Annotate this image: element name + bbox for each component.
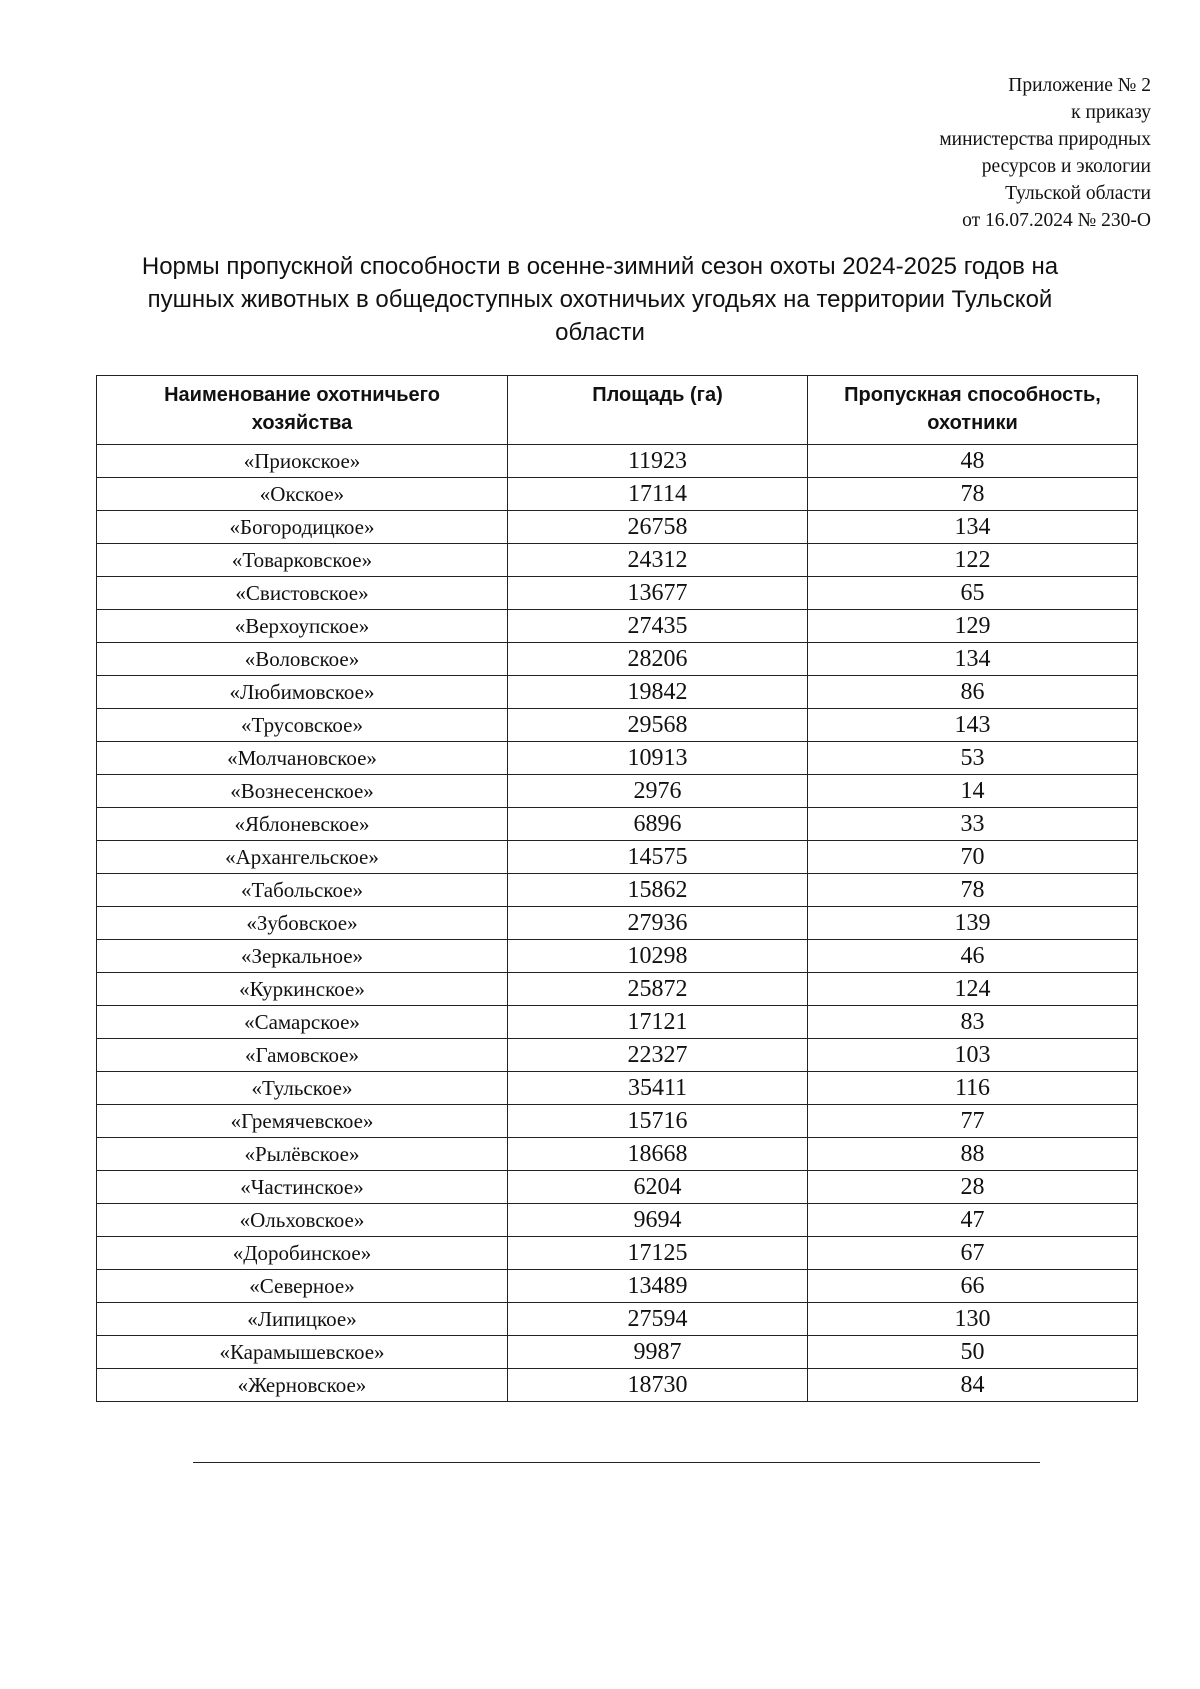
appendix-line: ресурсов и экологии (981, 156, 1151, 177)
cell-area: 28206 (508, 643, 808, 676)
table-row (97, 610, 1138, 643)
title-line: Нормы пропускной способности в осенне-зимний сезон охоты 2024-2025 годов на (141, 253, 1059, 280)
table-row (97, 940, 1138, 973)
table-row (97, 841, 1138, 874)
cell-area: 15862 (508, 874, 808, 907)
table-body (97, 445, 1138, 1402)
cell-name: «Рылёвское» (97, 1138, 508, 1171)
cell-name: «Северное» (97, 1270, 508, 1303)
cell-name: «Жерновское» (97, 1369, 508, 1402)
cell-name: «Липицкое» (97, 1303, 508, 1336)
cell-name: «Богородицкое» (97, 511, 508, 544)
cell-area: 6204 (508, 1171, 808, 1204)
cell-capacity: 70 (808, 841, 1138, 874)
appendix-line: от 16.07.2024 № 230-О (962, 210, 1151, 231)
table-row (97, 1105, 1138, 1138)
header-area-label: Площадь (га) (592, 384, 723, 406)
table-row (97, 544, 1138, 577)
cell-capacity: 143 (808, 709, 1138, 742)
table-row (97, 511, 1138, 544)
table-header-row (97, 376, 1138, 445)
capacity-table (96, 375, 1138, 1402)
cell-name: «Доробинское» (97, 1237, 508, 1270)
cell-name: «Зубовское» (97, 907, 508, 940)
appendix-line: министерства природных (939, 129, 1151, 150)
table-row (97, 1237, 1138, 1270)
cell-name: «Карамышевское» (97, 1336, 508, 1369)
cell-area: 22327 (508, 1039, 808, 1072)
cell-name: «Зеркальное» (97, 940, 508, 973)
header-capacity-line1: Пропускная способность, (844, 384, 1101, 406)
table-row (97, 1336, 1138, 1369)
cell-name: «Приокское» (97, 445, 508, 478)
cell-capacity: 46 (808, 940, 1138, 973)
header-capacity (808, 376, 1138, 445)
cell-name: «Табольское» (97, 874, 508, 907)
cell-name: «Яблоневское» (97, 808, 508, 841)
cell-capacity: 53 (808, 742, 1138, 775)
table-row (97, 676, 1138, 709)
cell-capacity: 78 (808, 874, 1138, 907)
header-name (97, 376, 508, 445)
cell-name: «Архангельское» (97, 841, 508, 874)
table-row (97, 709, 1138, 742)
table-row (97, 1369, 1138, 1402)
cell-area: 17125 (508, 1237, 808, 1270)
cell-name: «Трусовское» (97, 709, 508, 742)
cell-area: 35411 (508, 1072, 808, 1105)
cell-capacity: 50 (808, 1336, 1138, 1369)
table-row (97, 907, 1138, 940)
table-row (97, 1270, 1138, 1303)
table-row (97, 808, 1138, 841)
cell-capacity: 134 (808, 511, 1138, 544)
table-row (97, 973, 1138, 1006)
cell-capacity: 65 (808, 577, 1138, 610)
signature-divider (193, 1462, 1040, 1463)
cell-name: «Гамовское» (97, 1039, 508, 1072)
cell-name: «Товарковское» (97, 544, 508, 577)
cell-area: 27594 (508, 1303, 808, 1336)
cell-area: 17121 (508, 1006, 808, 1039)
cell-capacity: 33 (808, 808, 1138, 841)
header-capacity-line2: охотники (927, 412, 1018, 434)
cell-area: 26758 (508, 511, 808, 544)
cell-area: 13677 (508, 577, 808, 610)
cell-capacity: 129 (808, 610, 1138, 643)
cell-capacity: 88 (808, 1138, 1138, 1171)
cell-capacity: 103 (808, 1039, 1138, 1072)
title-line: области (555, 319, 645, 346)
table-row (97, 1204, 1138, 1237)
cell-name: «Верхоупское» (97, 610, 508, 643)
cell-capacity: 14 (808, 775, 1138, 808)
table-row (97, 1171, 1138, 1204)
cell-area: 2976 (508, 775, 808, 808)
cell-capacity: 84 (808, 1369, 1138, 1402)
cell-area: 10913 (508, 742, 808, 775)
cell-area: 25872 (508, 973, 808, 1006)
cell-name: «Воловское» (97, 643, 508, 676)
appendix-line: Тульской области (1005, 183, 1151, 204)
cell-name: «Частинское» (97, 1171, 508, 1204)
document-title (100, 250, 1100, 349)
cell-area: 18668 (508, 1138, 808, 1171)
header-name-line2: хозяйства (251, 412, 353, 434)
cell-area: 6896 (508, 808, 808, 841)
header-name-line1: Наименование охотничьего (164, 384, 440, 406)
cell-capacity: 86 (808, 676, 1138, 709)
appendix-line: к приказу (1071, 102, 1151, 123)
cell-name: «Молчановское» (97, 742, 508, 775)
table-row (97, 1303, 1138, 1336)
cell-capacity: 124 (808, 973, 1138, 1006)
cell-area: 18730 (508, 1369, 808, 1402)
cell-area: 15716 (508, 1105, 808, 1138)
cell-capacity: 83 (808, 1006, 1138, 1039)
cell-capacity: 122 (808, 544, 1138, 577)
cell-name: «Любимовское» (97, 676, 508, 709)
cell-capacity: 28 (808, 1171, 1138, 1204)
cell-name: «Гремячевское» (97, 1105, 508, 1138)
cell-area: 17114 (508, 478, 808, 511)
table-row (97, 643, 1138, 676)
cell-name: «Тульское» (97, 1072, 508, 1105)
table-row (97, 1039, 1138, 1072)
table-row (97, 742, 1138, 775)
cell-name: «Окское» (97, 478, 508, 511)
cell-name: «Самарское» (97, 1006, 508, 1039)
cell-capacity: 66 (808, 1270, 1138, 1303)
cell-capacity: 48 (808, 445, 1138, 478)
cell-name: «Ольховское» (97, 1204, 508, 1237)
table-row (97, 577, 1138, 610)
cell-capacity: 78 (808, 478, 1138, 511)
cell-area: 11923 (508, 445, 808, 478)
cell-area: 24312 (508, 544, 808, 577)
cell-area: 27936 (508, 907, 808, 940)
appendix-line: Приложение № 2 (1008, 75, 1151, 96)
table-row (97, 478, 1138, 511)
cell-capacity: 116 (808, 1072, 1138, 1105)
cell-area: 27435 (508, 610, 808, 643)
table-row (97, 445, 1138, 478)
title-line: пушных животных в общедоступных охотничьих угодьях на территории Тульской (147, 286, 1053, 313)
appendix-block (939, 72, 1151, 234)
table-row (97, 775, 1138, 808)
cell-capacity: 47 (808, 1204, 1138, 1237)
cell-area: 19842 (508, 676, 808, 709)
cell-name: «Вознесенское» (97, 775, 508, 808)
cell-area: 10298 (508, 940, 808, 973)
cell-area: 14575 (508, 841, 808, 874)
cell-area: 13489 (508, 1270, 808, 1303)
cell-area: 9694 (508, 1204, 808, 1237)
table-row (97, 1006, 1138, 1039)
cell-capacity: 139 (808, 907, 1138, 940)
cell-area: 29568 (508, 709, 808, 742)
cell-capacity: 134 (808, 643, 1138, 676)
cell-capacity: 67 (808, 1237, 1138, 1270)
table-row (97, 1138, 1138, 1171)
cell-capacity: 77 (808, 1105, 1138, 1138)
header-area (508, 376, 808, 445)
cell-name: «Куркинское» (97, 973, 508, 1006)
cell-capacity: 130 (808, 1303, 1138, 1336)
table-row (97, 1072, 1138, 1105)
cell-name: «Свистовское» (97, 577, 508, 610)
cell-area: 9987 (508, 1336, 808, 1369)
table-row (97, 874, 1138, 907)
